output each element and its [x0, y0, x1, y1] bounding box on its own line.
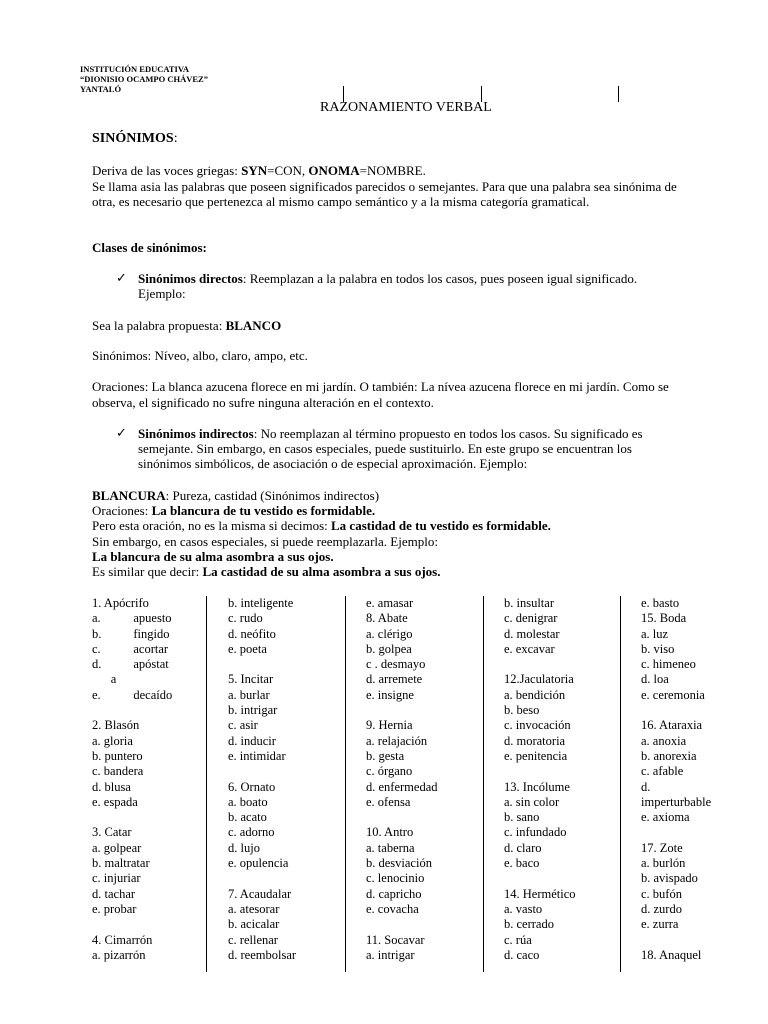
exercise-line: c. denigrar: [504, 611, 558, 626]
exercise-line: d. tachar: [92, 886, 136, 901]
blancura-paragraph: BLANCURA: Pureza, castidad (Sinónimos indirectos) Oraciones: La blancura de tu vestido es formidable. Pero esta oración, no es la misma si decimos: La castidad de tu vestido es formidable. Sin embargo, en casos especiales, si puede reemplazarla. Ejemplo: La blancura de su alma asombra a sus ojos. Es similar que decir: La castidad de su alma asombra a sus ojos.: [92, 488, 551, 580]
exercise-line: e. penitencia: [504, 748, 568, 763]
exercise-line: d. reembolsar: [228, 947, 297, 962]
exercise-column-3: [366, 596, 438, 963]
exercise-line: 1. Apócrifo: [92, 596, 149, 610]
exercise-line: c. lenocinio: [366, 871, 425, 886]
exercise-line: 18. Anaquel: [641, 947, 702, 962]
exercise-line: a. golpear: [92, 840, 142, 855]
exercise-line: b. inteligente: [228, 596, 294, 610]
column-divider: [483, 596, 484, 972]
exercise-line: 2. Blasón: [92, 718, 140, 733]
exercise-line: a. anoxia: [641, 733, 687, 748]
exercise-line: b. puntero: [92, 748, 143, 763]
exercise-line: d. lujo: [228, 840, 260, 855]
exercise-line: d. zurdo: [641, 901, 682, 916]
exercise-line: c. infundado: [504, 825, 567, 840]
school-header-line2: “DIONISIO OCAMPO CHÁVEZ”: [80, 74, 208, 84]
exercise-line: 4. Cimarrón: [92, 932, 153, 947]
exercise-line: b. anorexia: [641, 748, 697, 763]
exercise-line: 5. Incitar: [228, 672, 274, 687]
exercise-line: d. claro: [504, 840, 542, 855]
exercise-line: a. apuesto: [92, 611, 172, 626]
exercise-line: a. boato: [228, 794, 268, 809]
exercise-line: d. molestar: [504, 626, 560, 641]
exercise-line: c. rudo: [228, 611, 263, 626]
exercise-line: a: [92, 672, 117, 687]
exercise-line: b. acicalar: [228, 917, 280, 932]
exercise-line: b. cerrado: [504, 917, 554, 932]
exercise-line: b. acato: [228, 810, 267, 825]
exercise-column-2: [228, 596, 296, 963]
indirectos-item: Sinónimos indirectos: No reemplazan al término propuesto en todos los casos. Su significado es semejante. Sin embargo, en casos especiales, puede sustituirlo. En este grupo se encuentran los sinónimos simbólicos, de asociación o de especial aproximación. Ejemplo:: [138, 426, 643, 471]
exercise-line: c. órgano: [366, 764, 413, 779]
column-divider: [620, 596, 621, 972]
exercise-line: e. covacha: [366, 901, 419, 916]
exercise-line: a. intrigar: [366, 947, 415, 962]
exercise-line: a. gloria: [92, 733, 133, 748]
exercise-line: e. insigne: [366, 687, 414, 702]
exercise-line: 8. Abate: [366, 611, 408, 626]
exercise-line: 11. Socavar: [366, 932, 425, 947]
exercise-line: d. enfermedad: [366, 779, 438, 794]
exercise-line: 3. Catar: [92, 825, 132, 840]
exercise-line: 13. Incólume: [504, 779, 570, 794]
check-icon: ✓: [116, 270, 127, 285]
exercise-line: e. zurra: [641, 917, 679, 932]
exercise-line: e. amasar: [366, 596, 414, 610]
exercise-line: b. maltratar: [92, 856, 150, 871]
exercise-line: e. intimidar: [228, 748, 286, 763]
exercise-line: a. taberna: [366, 840, 415, 855]
exercise-line: [504, 871, 576, 886]
exercise-line: 6. Ornato: [228, 779, 276, 794]
clases-heading: Clases de sinónimos:: [92, 240, 207, 255]
exercise-line: [504, 657, 576, 672]
exercise-line: [92, 703, 172, 718]
exercise-line: d. neófito: [228, 626, 276, 641]
exercise-line: d. apóstat: [92, 657, 169, 672]
exercise-line: d. moratoria: [504, 733, 566, 748]
exercise-line: b. viso: [641, 641, 675, 656]
exercise-column-4: [504, 596, 576, 963]
exercise-line: a. sin color: [504, 794, 560, 809]
exercise-line: [641, 933, 711, 948]
exercise-line: c . desmayo: [366, 657, 426, 672]
intro-paragraph: Deriva de las voces griegas: SYN=CON, ONOMA=NOMBRE. Se llama asia las palabras que poseen significados parecidos o semejantes. Para que una palabra sea sinónima de otra, es necesario que pertenezca al mismo campo semántico y a la misma categoría gramatical.: [92, 163, 677, 209]
exercise-line: b. golpea: [366, 641, 412, 656]
exercise-line: e. probar: [92, 901, 137, 916]
exercise-line: b. sano: [504, 810, 540, 825]
exercise-line: b. avispado: [641, 871, 698, 886]
exercise-line: [366, 703, 438, 718]
exercise-line: a. burlón: [641, 856, 686, 871]
exercise-line: e. poeta: [228, 641, 267, 656]
exercise-line: [641, 703, 711, 718]
exercise-line: d. blusa: [92, 779, 131, 794]
exercise-line: d. inducir: [228, 733, 276, 748]
exercise-line: b. gesta: [366, 748, 405, 763]
exercise-line: a. luz: [641, 626, 669, 641]
exercise-line: e. decaído: [92, 687, 173, 702]
exercise-line: 17. Zote: [641, 840, 683, 855]
exercise-line: c. rúa: [504, 932, 532, 947]
exercise-line: d. capricho: [366, 886, 422, 901]
exercise-line: a. burlar: [228, 687, 270, 702]
exercise-line: c. adorno: [228, 825, 275, 840]
directos-item: Sinónimos directos: Reemplazan a la palabra en todos los casos, pues poseen igual significado. Ejemplo:: [138, 271, 638, 301]
exercise-line: c. acortar: [92, 641, 169, 656]
exercise-line: c. bufón: [641, 886, 682, 901]
exercise-line: 10. Antro: [366, 825, 414, 840]
exercise-line: c. invocación: [504, 718, 571, 733]
exercise-line: c. rellenar: [228, 932, 278, 947]
school-header-line3: YANTALÓ: [80, 84, 122, 94]
exercise-line: a. relajación: [366, 733, 428, 748]
exercise-line: e. ceremonia: [641, 687, 705, 702]
school-header: [80, 64, 208, 94]
exercise-line: c. himeneo: [641, 657, 696, 672]
exercise-line: d.: [641, 779, 651, 794]
exercise-line: e. excavar: [504, 641, 555, 656]
exercise-line: a. pizarrón: [92, 947, 146, 962]
exercise-line: 7. Acaudalar: [228, 886, 292, 901]
exercise-line: 12.Jaculatoria: [504, 672, 574, 687]
divider-mark: [618, 86, 619, 102]
exercise-line: c. injuriar: [92, 871, 141, 886]
exercise-line: b. desviación: [366, 856, 432, 871]
exercise-column-5: [641, 596, 711, 963]
exercise-line: d. arremete: [366, 672, 423, 687]
exercise-line: c. afable: [641, 764, 684, 779]
exercise-line: 16. Ataraxia: [641, 718, 703, 733]
exercise-line: [366, 917, 438, 932]
exercise-line: [641, 825, 711, 840]
exercise-line: e. opulencia: [228, 856, 289, 871]
exercise-line: [92, 810, 172, 825]
exercise-line: [228, 764, 296, 779]
exercise-line: a. bendición: [504, 687, 566, 702]
exercise-line: e. axioma: [641, 810, 690, 825]
oraciones-paragraph: Oraciones: La blanca azucena florece en mi jardín. O también: La nívea azucena florece en mi jardín. Como se observa, el significado no sufre ninguna alteración en el contexto.: [92, 379, 669, 410]
exercise-line: b. beso: [504, 703, 540, 718]
exercise-line: b. intrigar: [228, 703, 278, 718]
exercise-line: d. loa: [641, 672, 669, 687]
section-heading: SINÓNIMOS:: [92, 131, 178, 146]
exercise-column-1: [92, 596, 172, 963]
exercise-line: e. espada: [92, 794, 138, 809]
school-header-line1: INSTITUCIÓN EDUCATIVA: [80, 64, 190, 74]
exercise-line: a. atesorar: [228, 901, 280, 916]
exercise-line: a. clérigo: [366, 626, 413, 641]
exercise-line: a. vasto: [504, 901, 543, 916]
exercise-line: b. insultar: [504, 596, 554, 610]
column-divider: [206, 596, 207, 972]
exercise-line: 9. Hernia: [366, 718, 413, 733]
exercise-line: [366, 810, 438, 825]
exercise-line: c. bandera: [92, 764, 144, 779]
exercise-line: [228, 657, 296, 672]
exercise-line: 15. Boda: [641, 611, 687, 626]
exercise-line: e. baco: [504, 856, 540, 871]
exercise-line: d. caco: [504, 947, 540, 962]
propuesta-line: Sea la palabra propuesta: BLANCO: [92, 318, 282, 333]
exercise-line: e. ofensa: [366, 794, 411, 809]
check-icon: ✓: [116, 425, 127, 440]
exercise-line: 14. Hermético: [504, 886, 576, 901]
sinonimos-line: Sinónimos: Níveo, albo, claro, ampo, etc.: [92, 348, 308, 363]
exercise-line: b. fingido: [92, 626, 170, 641]
exercise-line: [92, 917, 172, 932]
exercise-line: [504, 764, 576, 779]
page-title: RAZONAMIENTO VERBAL: [320, 100, 492, 115]
exercise-line: [228, 871, 296, 886]
exercise-line: c. asir: [228, 718, 258, 733]
exercise-line: e. basto: [641, 596, 680, 610]
column-divider: [345, 596, 346, 972]
exercise-line: imperturbable: [641, 794, 712, 809]
